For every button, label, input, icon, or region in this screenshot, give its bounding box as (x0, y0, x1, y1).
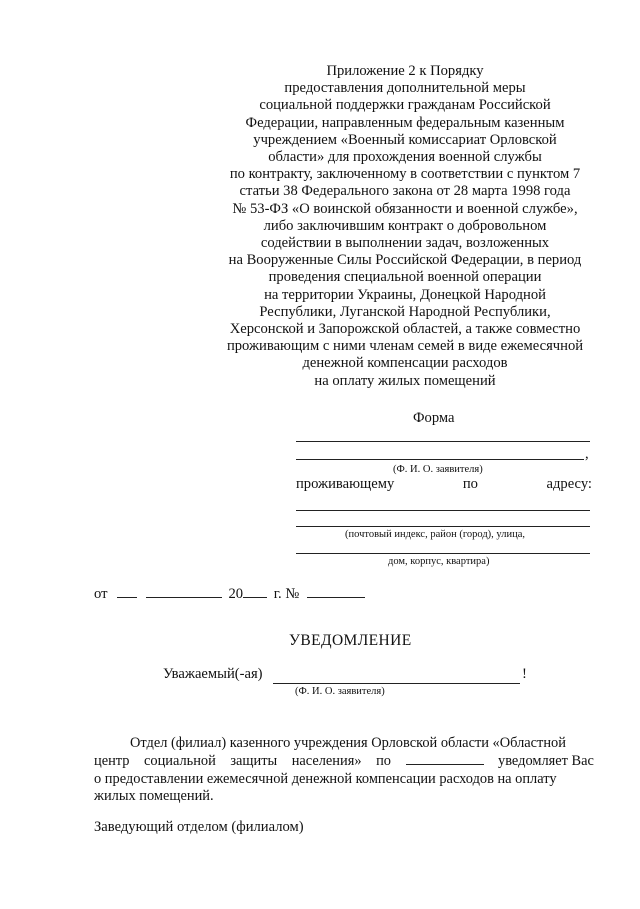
body-line-1-text: Отдел (филиал) казенного учреждения Орловской области «Областной (130, 735, 566, 751)
residing-word: проживающему (296, 476, 395, 492)
appendix-line: проведения специальной военной операции (268, 269, 542, 286)
greeting-exclamation: ! (522, 666, 527, 682)
body-line-3-text: о предоставлении ежемесячной денежной компенсации расходов на оплату (94, 770, 557, 787)
body-word: центр (94, 752, 130, 769)
body-word: защиты (230, 752, 278, 769)
address-line-1[interactable] (296, 510, 590, 511)
greeting-name-line[interactable] (273, 683, 520, 684)
applicant-name-comma: , (585, 446, 589, 462)
appendix-line: № 53-ФЗ «О воинской обязанности и военной службе», (232, 200, 578, 217)
from-word: от (94, 586, 108, 602)
appendix-line: либо заключившим контракт о добровольном (263, 217, 547, 234)
appendix-line: на Вооруженные Силы Российской Федерации, в период (228, 252, 582, 269)
year-prefix: 20 (228, 586, 244, 602)
postal-caption: (почтовый индекс, район (город), улица, (345, 529, 525, 540)
appendix-line: проживающим с ними членам семей в виде ежемесячной (226, 338, 584, 355)
address-line-2[interactable] (296, 526, 590, 527)
appendix-line: на территории Украины, Донецкой Народной (264, 286, 546, 303)
appendix-header (200, 63, 610, 390)
appendix-line: на оплату жилых помещений (314, 372, 496, 389)
appendix-line: учреждением «Военный комиссариат Орловской (253, 131, 557, 148)
body-word: населения» (291, 752, 362, 769)
appendix-line: содействии в выполнении задач, возложенных (260, 235, 550, 252)
body-line-4: жилых помещений. (94, 788, 214, 805)
day-blank[interactable] (117, 586, 137, 598)
applicant-name-line-2[interactable] (296, 459, 584, 460)
appendix-line: области» для прохождения военной службы (268, 149, 542, 166)
appendix-line: предоставления дополнительной меры (284, 80, 526, 97)
appendix-line: статьи 38 Федерального закона от 28 марта 1998 года (239, 183, 571, 200)
year-blank[interactable] (243, 586, 267, 598)
at-word: по (462, 476, 478, 492)
appendix-line: социальной поддержки гражданам Российской (259, 97, 551, 114)
body-line-2-tail: уведомляет Вас (498, 752, 594, 769)
body-line-2 (94, 753, 594, 771)
form-label: Форма (413, 410, 455, 426)
date-number-line (94, 586, 365, 603)
appendix-line: Херсонской и Запорожской областей, а также совместно (229, 321, 581, 338)
number-blank[interactable] (307, 586, 365, 598)
year-suffix: г. № (273, 586, 300, 602)
notice-title: УВЕДОМЛЕНИЕ (289, 632, 412, 649)
appendix-line: денежной компенсации расходов (302, 355, 508, 372)
address-word: адресу: (546, 476, 592, 492)
signature-label: Заведующий отделом (филиалом) (94, 819, 304, 835)
date-blank[interactable] (406, 753, 484, 765)
address-line-3[interactable] (296, 553, 590, 554)
applicant-name-line-1[interactable] (296, 441, 590, 442)
appendix-line: Республики, Луганской Народной Республики, (259, 303, 551, 320)
body-word: социальной (143, 752, 216, 769)
greeting-caption: (Ф. И. О. заявителя) (295, 686, 385, 697)
body-word: по (376, 752, 391, 769)
house-caption: дом, корпус, квартира) (388, 556, 490, 567)
address-label-row (296, 476, 592, 493)
appendix-line: Федерации, направленным федеральным казенным (245, 114, 565, 131)
appendix-line: Приложение 2 к Порядку (326, 63, 484, 79)
body-line-3 (94, 771, 594, 789)
notice-body (94, 735, 594, 806)
body-line-1 (94, 735, 594, 753)
applicant-name-caption: (Ф. И. О. заявителя) (393, 464, 483, 475)
appendix-line: по контракту, заключенному в соответствии с пунктом 7 (229, 166, 581, 183)
greeting-salutation: Уважаемый(-ая) (163, 666, 263, 682)
month-blank[interactable] (146, 586, 222, 598)
